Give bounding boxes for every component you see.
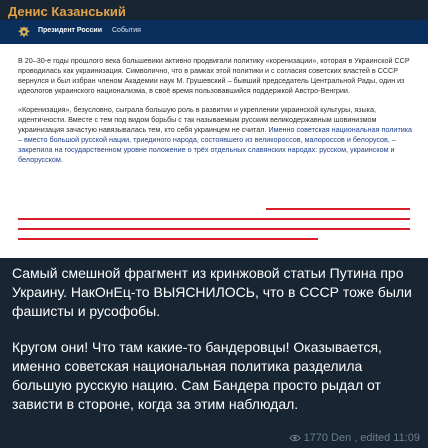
article-highlighted-text: Именно советская национальная политика – вместо большой русской нации, триединого народа, состоявшего из великороссов, малороссов и белорусов, – закрепила на государственном уровне положение о трёх отдельных славянских народах: русском, украинском и белорусском.: [18, 125, 413, 164]
site-nav-item: События: [112, 27, 141, 34]
article-paragraph: [18, 105, 418, 165]
article-plain-text: «Коренизация», безусловно, сыграла большую роль в развитии и укреплении украинской культуры, языка, идентичности. Вместе с тем под видом борьбы с так называемым русским великодержавным шовинизмом украинизация зачастую навязывалась тем, кто себя украинцем не считал.: [18, 105, 377, 134]
author-signature: Den: [331, 432, 352, 444]
article-text: [18, 56, 418, 174]
article-paragraph: В 20–30-е годы прошлого века большевики активно продвигали политику «коренизации», которая в Украинской ССР проводилась как украинизация. Символично, что в рамках этой политики и с согласия советских властей в СССР вернулся и был избран членом Академии наук М. Грушевский – бывший председатель Центральной Рады, один из идеологов украинского национализма, в своё время пользовавшийся поддержкой Австро-Венгрии.: [18, 56, 410, 95]
message-text: [12, 264, 422, 431]
eye-icon: [289, 432, 301, 444]
views-count: 1770: [303, 432, 329, 444]
red-underline: [266, 208, 410, 210]
red-underline: [18, 228, 410, 230]
site-header: [0, 20, 428, 44]
message-meta: 1770 Den , edited 11:09: [289, 432, 420, 444]
eagle-emblem-icon: [16, 24, 32, 40]
message-paragraph: Самый смешной фрагмент из кринжовой статьи Путина про Украину. НакОнЕц-то ВЫЯСНИЛОСЬ, что в СССР тоже были фашисты и русофобы.: [12, 265, 412, 319]
message-paragraph: Кругом они! Что там какие-то бандеровцы! Оказывается, именно советская национальная политика разделила большую русскую нацию. Сам Бандера просто рыдал от зависти в стороне, когда за этим наблюдал.: [12, 339, 382, 412]
site-title: Президент России: [38, 27, 102, 34]
message-time: 11:09: [393, 432, 420, 444]
red-underline: [18, 218, 410, 220]
red-underline: [18, 238, 318, 240]
sender-name[interactable]: Денис Казанський: [8, 4, 126, 19]
edited-label: edited: [360, 432, 391, 444]
attached-screenshot[interactable]: [0, 20, 428, 258]
